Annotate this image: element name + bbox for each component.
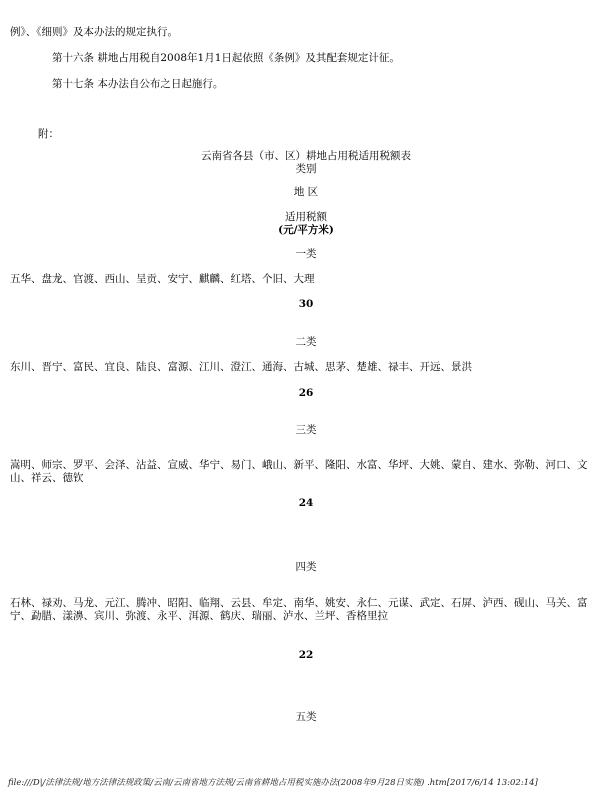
row-regions: 石林、禄劝、马龙、元江、腾冲、昭阳、临翔、云县、牟定、南华、姚安、永仁、元谋、武定、石屏、泸西、砚山、马关、富宁、勐腊、漾濞、宾川、弥渡、永平、洱源、鹤庆、瑞丽、泸水、兰坪、香格里拉 [10, 597, 588, 622]
row-rate: 26 [298, 387, 314, 399]
attachment-label: 附： [38, 128, 59, 140]
header-unit: (元/平方米) [278, 224, 334, 236]
paragraph-continuation: 例》、《细则》及本办法的规定执行。 [10, 26, 178, 38]
header-rate: 适用税额 [285, 211, 327, 223]
row-rate: 24 [298, 497, 314, 509]
row-regions: 嵩明、师宗、罗平、会泽、沾益、宣威、华宁、易门、峨山、新平、隆阳、水富、华坪、大姚、蒙自、建水、弥勒、河口、文山、祥云、德钦 [10, 459, 588, 484]
row-category: 一类 [295, 248, 317, 260]
row-regions: 五华、盘龙、官渡、西山、呈贡、安宁、麒麟、红塔、个旧、大理 [10, 273, 315, 285]
article-17: 第十七条 本办法自公布之日起施行。 [52, 78, 224, 90]
header-region: 地 区 [293, 186, 319, 198]
header-category: 类别 [295, 163, 317, 175]
row-category: 四类 [295, 561, 317, 573]
table-title: 云南省各县（市、区）耕地占用税适用税额表 [201, 150, 411, 162]
article-16: 第十六条 耕地占用税自2008年1月1日起依照《条例》及其配套规定计征。 [52, 52, 400, 64]
row-regions: 东川、晋宁、富民、宜良、陆良、富源、江川、澄江、通海、古城、思茅、楚雄、禄丰、开远、景洪 [10, 361, 472, 373]
row-category: 二类 [295, 336, 317, 348]
row-category: 三类 [295, 424, 317, 436]
row-rate: 22 [298, 649, 314, 661]
row-rate: 30 [298, 298, 314, 310]
row-category: 五类 [295, 711, 317, 723]
footer-path: file:///D|/法律法规/地方法律法规政策/云南/云南省地方法规/云南省耕地占用税实施办法(2008年9月28日实施) .htm[2017/6/14 13:02:14] [8, 778, 538, 788]
